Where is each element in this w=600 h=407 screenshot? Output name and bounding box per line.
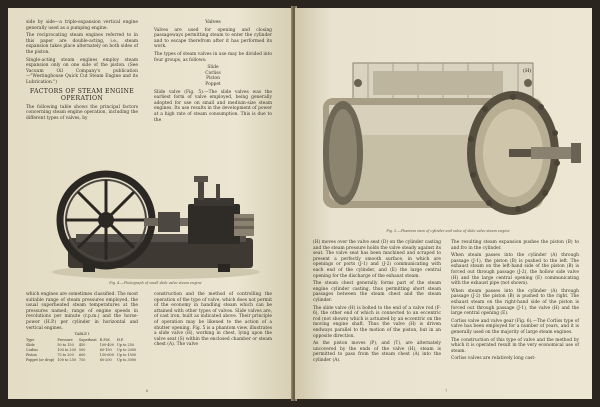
right-column-bottom: [154, 292, 272, 350]
page-number: 6: [146, 389, 149, 393]
table-cell: Up to 3000: [116, 358, 137, 362]
table-cell: 750: [78, 358, 86, 362]
table-cell: Up to 2000: [116, 348, 137, 352]
table-cell: Type: [26, 338, 35, 342]
left-intro-paragraph: The reciprocating steam engines referred to in this paper are double-acting, i.e., steam expansion takes place alternately on both sides of the piston.: [26, 33, 138, 55]
valve-type-item: Corliss: [205, 70, 221, 76]
table-cell: 100 to 250: [57, 358, 76, 362]
table-cell: R.P.M.: [99, 338, 111, 342]
valve-type-item: Poppet: [205, 81, 221, 87]
table-title: TABLE I: [74, 332, 90, 336]
part-label-h: (H): [523, 68, 532, 74]
factors-paragraph: The following table shows the principal factors concerning steam engine operation, including the different types of valves, by: [26, 104, 138, 121]
steam-engine-photo: [48, 168, 263, 280]
table-cell: 100 to 200: [57, 348, 76, 352]
slide-valve-cylinder-illustration: [313, 53, 583, 223]
table-cell: 60-150: [99, 348, 112, 352]
table-cell: Superheat: [78, 338, 97, 342]
valve-paragraph: The construction of this type of valve and the method by which it is operated result in the very economical use of steam.: [451, 337, 579, 354]
engine-caption: Fig. 4.—Photograph of small slide valve steam engine: [109, 281, 202, 285]
table-cell: 500: [78, 348, 86, 352]
valves-paragraph: Valves are used for opening and closing passageways permitting steam to enter the cylinder and to escape therefrom after it has performed its work.: [154, 27, 272, 50]
right-page: [295, 8, 592, 399]
right-page-column-2: [451, 240, 579, 364]
left-intro-paragraph: side by side—a triple-expansion vertical engine generally used as a pumping engine.: [26, 20, 138, 31]
table-cell: 75 to 200: [57, 353, 74, 357]
table-cell: Poppet (or drop): [26, 358, 55, 362]
classification-paragraph: which engines are sometimes classified. The most suitable range of steam pressures employed, the usual superheated steam temperatures at the pressures named; range of engine speeds in revolutions per minute (r.p.m.) and the horse-power (H.P.) per cylinder in horizontal and vertical engines.: [26, 292, 138, 331]
construction-paragraph: construction and the method of controlling the operation of the type of valve, which does not permit of the economy in handling steam which can be attained with other types of valves. Slide valves are, of cast iron, built as indicated above. Their principle of operation may be likened to the action of a shutter opening. Fig. 5 is a phantom view, illustrates a slide valve (H), working in chest, lying upon the valve seat (S) within the enclosed chamber or steam chest (A). The valve: [154, 292, 272, 348]
valve-types-list: [154, 65, 272, 87]
valve-paragraph: When steam passes into the cylinder (A) through passage (J-1), the piston (B) is pushed to the left. The exhaust steam on the left-hand side of the piston (B) is forced out through passage (J-2), the hollow side valve (H) and the large central opening (E) communicating with the exhaust pipe (not shown).: [451, 253, 579, 287]
table-cell: 150-600: [99, 353, 114, 357]
left-column-bottom: [26, 292, 138, 333]
valve-paragraph: Corliss valves are relatively long cast-: [451, 356, 536, 362]
factors-heading: FACTORS OF STEAM ENGINE OPERATION: [29, 87, 135, 102]
valve-type-item: Piston: [206, 76, 220, 82]
valve-paragraph: As the piston moves (P), and (T), are alternately uncovered by the ends of the valve (H), steam is permitted to pass from the steam chest (A) into the cylinder (A).: [313, 341, 441, 363]
valves-paragraph: The types of steam valves in use may be divided into four groups, as follows:: [154, 51, 272, 63]
valve-paragraph: When steam passes into the cylinder (A) through passage (J-2) the piston (B) is pushed to the right. The exhaust steam on the right-hand side of the piston is forced out through passage (J-1), the valve (H) and the large central opening (E).: [451, 288, 579, 317]
table-cell: Corliss: [26, 348, 38, 352]
valve-type-item: Slide: [207, 65, 219, 71]
right-page-column-1: [313, 240, 441, 365]
left-page: [8, 8, 293, 399]
table-cell: Pressure: [57, 338, 73, 342]
valve-paragraph: (H) moves over the valve seat (D) on the cylinder casting and the steam pressure holds the valve steady against its seat. The valve seat has been machined and scraped to present a perfectly smooth surface, in which are openings or ports (J-1) and (J-2) communicating with each end of the cylinder, and (E) the large central opening for the discharge of the exhaust steam.: [313, 240, 441, 279]
valve-paragraph: The steam chest generally forms part of the steam engine cylinder casting, thus permitting short steam passages between the steam chest and the steam cylinder.: [313, 281, 441, 303]
cylinder-caption: Fig. 5.—Phantom view of cylinder and valve of slide valve steam engine: [386, 229, 510, 233]
table-cell: Up to 1500: [116, 353, 137, 357]
table-cell: 100-400: [99, 343, 114, 347]
left-intro-paragraph: Single-acting steam engines employ steam expansion only on one side of the piston. (See Vacuum Oil Company's publication—"Westinghouse Quick Cut Steam Engine and its Lubrication."): [26, 57, 138, 85]
table-cell: 600: [78, 353, 86, 357]
table-row: [26, 358, 139, 363]
valve-paragraph: The resulting steam expansion pushes the piston (B) to and fro in the cylinder.: [451, 240, 579, 251]
page-number: 7: [445, 389, 448, 393]
table-cell: H.P.: [116, 338, 124, 342]
table-cell: Up to 250: [116, 343, 134, 347]
valves-heading: Valves: [205, 20, 221, 25]
table-cell: 450: [78, 343, 86, 347]
table-cell: Piston: [26, 353, 37, 357]
right-column-top: [154, 20, 272, 125]
engine-factors-table: [26, 338, 139, 363]
valve-paragraph: Corliss valve and valve gear (Fig. 6).—The Corliss type of valve has been employed for a number of years, and it is generally used on the majority of large steam engines.: [451, 318, 579, 335]
valve-paragraph: The slide valve (H) is bolted to the end of a valve rod (F-6), the other end of which is connected to an eccentric rod (not shown) which is actuated by an eccentric on the moving engine shaft. Thus the valve (H) is driven endways parallel to the motion of the piston, but in an opposite direction.: [313, 305, 441, 339]
table-cell: Slide: [26, 343, 35, 347]
table-cell: 60-200: [99, 358, 112, 362]
table-cell: 50 to 150: [57, 343, 74, 347]
slide-valve-paragraph: Slide valve (Fig. 5).—The slide valves was the earliest form of valve employed, being generally adopted for use on small and medium-size steam engines. Its use results in the development of power at a high rate of steam consumption. This is due to the: [154, 89, 272, 123]
left-column-top: [26, 20, 138, 123]
